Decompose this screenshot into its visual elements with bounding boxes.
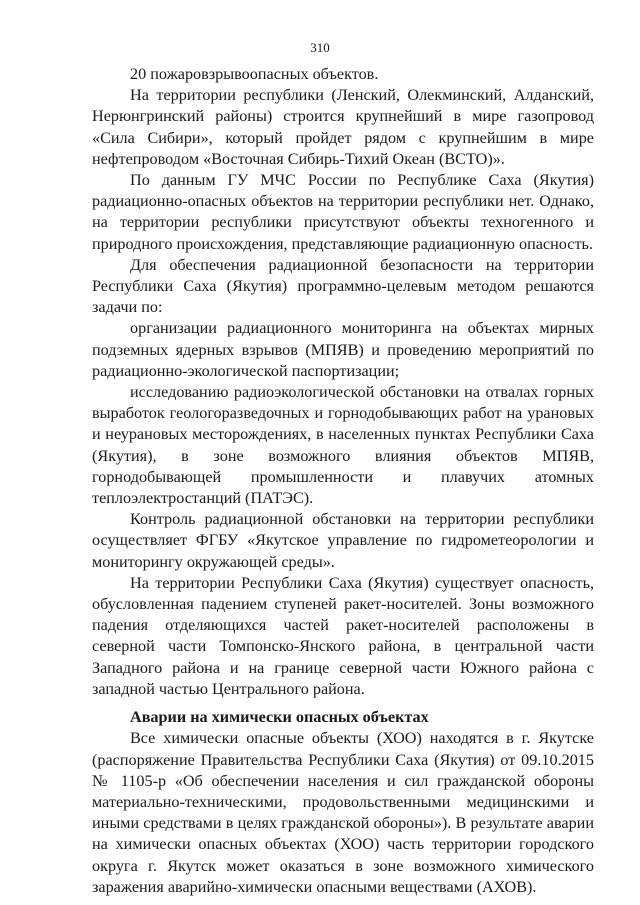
list-item-monitoring: организации радиационного мониторинга на объектах мирных подземных ядерных взрывов (МПЯВ) и проведению мероприятий по радиационно-экологической паспортизации; (92, 319, 594, 380)
document-body (92, 64, 594, 898)
list-item-research: исследованию радиоэкологической обстановки на отвалах горных выработок геологоразведочных и горнодобывающих работ на урановых и неурановых месторождениях, в населенных пунктах Республики Саха (Якутия), в зоне возможного влияния объектов МПЯВ, горнодобывающей промышленности и плавучих атомных теплоэлектростанций (ПАТЭС). (92, 383, 594, 508)
page-number: 310 (310, 40, 330, 55)
paragraph-radiation-objects: По данным ГУ МЧС России по Республике Саха (Якутия) радиационно-опасных объектов на территории республики нет. Однако, на территории республики присутствуют объекты техногенного и природного происхождения, представляющие радиационную опасность. (92, 171, 594, 253)
paragraph-fire-objects: 20 пожаровзрывоопасных объектов. (130, 65, 379, 83)
paragraph-chemical-objects: Все химически опасные объекты (ХОО) находятся в г. Якутске (распоряжение Правительства Республики Саха (Якутия) от 09.10.2015 № 1105-р «Об обеспечении населения и сил гражданской обороны материально-техническими, продовольственными медицинскими и иными средствами в целях гражданской обороны»). В результате аварии на химически опасных объектах (ХОО) часть территории городского округа г. Якутск может оказаться в зоне возможного химического заражения аварийно-химически опасными веществами (АХОВ). (92, 729, 594, 896)
paragraph-gas-pipeline: На территории республики (Ленский, Олекминский, Алданский, Нерюнгринский районы) строится крупнейший в мире газопровод «Сила Сибири», который пройдет рядом с крупнейшим в мире нефтепроводом «Восточная Сибирь-Тихий Океан (ВСТО)». (92, 86, 594, 168)
paragraph-radiation-safety-tasks: Для обеспечения радиационной безопасности на территории Республики Саха (Якутия) программно-целевым методом решаются задачи по: (92, 255, 594, 317)
section-heading-chemical-accidents: Аварии на химически опасных объектах (130, 708, 429, 727)
paragraph-rocket-stages: На территории Республики Саха (Якутия) существует опасность, обусловленная падением ступеней ракет-носителей. Зоны возможного падения отделяющихся частей ракет-носителей расположены в северной части Томпонско-Янского района, в центральной части Западного района и на границе северной части Южного района с западной частью Центрального района. (92, 573, 594, 698)
paragraph-radiation-control: Контроль радиационной обстановки на территории республики осуществляет ФГБУ «Якутское управление по гидрометеорологии и мониторингу окружающей среды». (92, 510, 594, 571)
